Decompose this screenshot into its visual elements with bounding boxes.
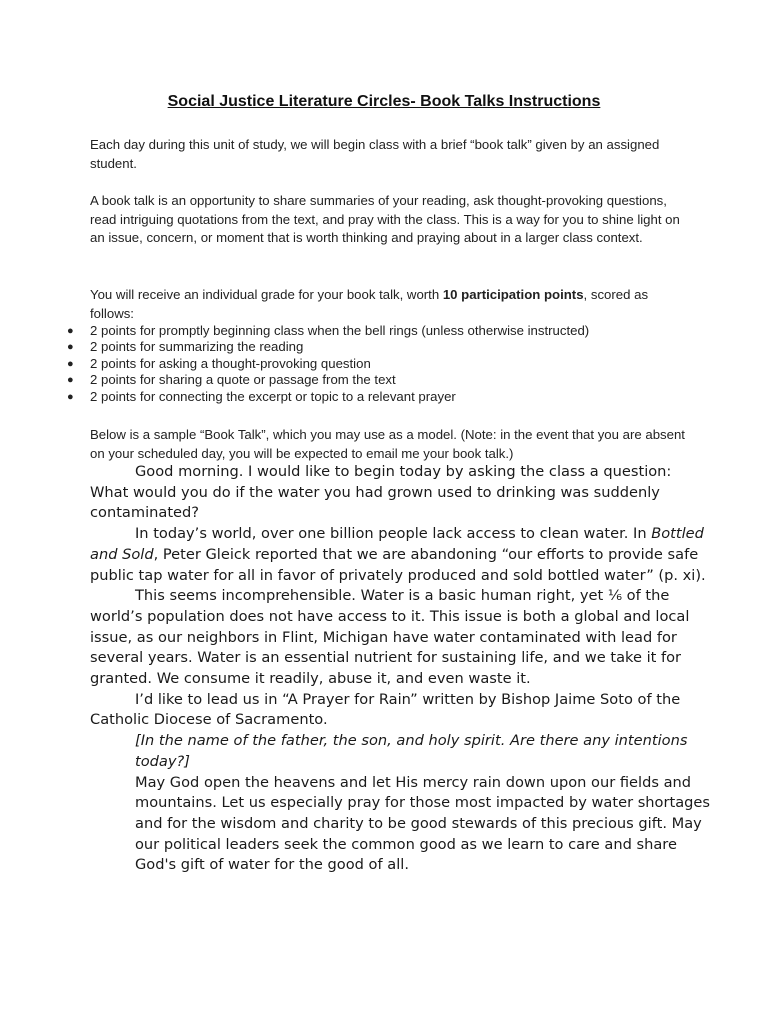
sample-paragraph-opening: Good morning. I would like to begin today by asking the class a question: What would you do if the water you had grown used to drinking was suddenly contaminated? <box>90 463 672 522</box>
list-item <box>0 389 768 405</box>
bullet-icon: ● <box>67 390 74 403</box>
sample-paragraph-prayer-intro: I’d like to lead us in “A Prayer for Rain” written by Bishop Jaime Soto of the Catholic Diocese of Sacramento. <box>90 690 681 729</box>
sample-paragraph-intentions: [In the name of the father, the son, and holy spirit. Are there any intentions today?] <box>135 732 688 770</box>
list-item <box>0 372 768 388</box>
grading-points-bold: 10 participation points <box>442 287 584 302</box>
sample-intro-paragraph: Below is a sample “Book Talk”, which you may use as a model. (Note: in the event that you are absent on your scheduled day, you will be expected to email me your book talk.) <box>90 427 685 461</box>
criteria-text: 2 points for connecting the excerpt or topic to a relevant prayer <box>90 388 456 404</box>
list-item <box>0 339 768 355</box>
grading-paragraph <box>90 286 690 323</box>
sample-paragraph-context <box>90 524 710 586</box>
criteria-text: 2 points for summarizing the reading <box>90 339 304 355</box>
criteria-text: 2 points for sharing a quote or passage from the text <box>90 372 396 388</box>
context-text-after: , Peter Gleick reported that we are abandoning “our efforts to provide safe public tap water for all in favor of privately produced and sold bottled water” (p. xi). <box>90 545 706 584</box>
definition-paragraph: A book talk is an opportunity to share summaries of your reading, ask thought-provoking questions, read intriguing quotations from the text, and pray with the class. This is a way for you to shine light on an issue, concern, or moment that is worth thinking and praying about in a larger class context. <box>90 193 680 245</box>
grading-prefix: You will receive an individual grade for your book talk, worth <box>90 287 443 302</box>
sample-paragraph-analysis: This seems incomprehensible. Water is a basic human right, yet ⅙ of the world’s population does not have access to it. This issue is both a global and local issue, as our neighbors in Flint, Michigan have water contaminated with lead for several years. Water is an essential nutrient for sustaining life, and we take it for granted. We consume it readily, abuse it, and even waste it. <box>90 587 690 688</box>
criteria-list <box>0 323 768 405</box>
bullet-icon: ● <box>67 341 74 354</box>
bullet-icon: ● <box>67 325 74 337</box>
sample-book-talk <box>90 462 710 876</box>
intro-paragraph: Each day during this unit of study, we will begin class with a brief “book talk” given by an assigned student. <box>90 137 660 171</box>
page-title: Social Justice Literature Circles- Book Talks Instructions <box>167 93 601 110</box>
criteria-text: 2 points for asking a thought-provoking question <box>90 355 371 371</box>
list-item <box>0 323 768 339</box>
bullet-icon: ● <box>67 374 74 387</box>
book-title: Bottled and Sold <box>90 525 704 563</box>
bullet-icon: ● <box>67 357 74 370</box>
grading-suffix: , scored as follows: <box>90 287 649 321</box>
criteria-text: 2 points for promptly beginning class when the bell rings (unless otherwise instructed) <box>90 323 590 338</box>
prayer-text: May God open the heavens and let His mercy rain down upon our fields and mountains. Let us especially pray for those most impacted by water shortages and for the wisdom and charity to be good stewards of this precious gift. May our political leaders seek the common good as we learn to care and share God's gift of water for the good of all. <box>135 773 710 874</box>
context-text-before: In today’s world, over one billion people lack access to clean water. In <box>135 525 652 543</box>
list-item <box>0 356 768 372</box>
